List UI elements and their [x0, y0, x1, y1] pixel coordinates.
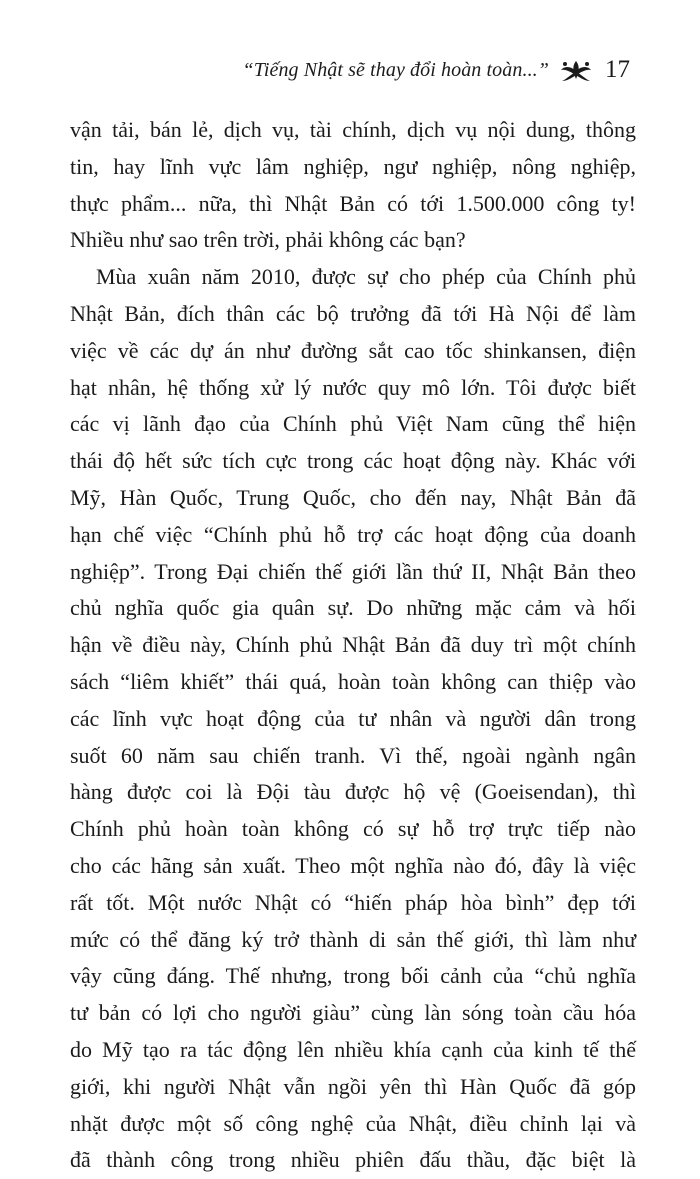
text-line: hạn chế việc “Chính phủ hỗ trợ các hoạt động của doanh: [70, 521, 636, 547]
page-number: 17: [605, 56, 630, 83]
text-line: mức có thể đăng ký trở thành di sản thế giới, thì làm như: [70, 926, 636, 952]
text-line: đã thành công trong nhiều phiên đấu thầu, đặc biệt là: [70, 1147, 636, 1173]
floral-ornament-icon: [559, 57, 593, 83]
running-title: “Tiếng Nhật sẽ thay đổi hoàn toàn...”: [242, 58, 549, 81]
text-line: chủ nghĩa quốc gia quân sự. Do những mặc cảm và hối: [70, 595, 636, 621]
text-line: tư bản có lợi cho người giàu” cùng làn sóng toàn cầu hóa: [70, 1000, 636, 1026]
text-line: tin, hay lĩnh vực lâm nghiệp, ngư nghiệp, nông nghiệp,: [70, 153, 636, 179]
text-line: suốt 60 năm sau chiến tranh. Vì thế, ngoài ngành ngân: [70, 742, 636, 768]
text-line: rất tốt. Một nước Nhật có “hiến pháp hòa bình” đẹp tới: [70, 889, 636, 915]
text-line: Mùa xuân năm 2010, được sự cho phép của Chính phủ: [96, 264, 636, 290]
running-header: [242, 52, 630, 88]
text-line: do Mỹ tạo ra tác động lên nhiều khía cạnh của kinh tế thế: [70, 1036, 636, 1062]
text-line: Mỹ, Hàn Quốc, Trung Quốc, cho đến nay, Nhật Bản đã: [70, 484, 636, 510]
text-line: Nhật Bản, đích thân các bộ trưởng đã tới Hà Nội để làm: [70, 300, 636, 326]
text-line: Chính phủ hoàn toàn không có sự hỗ trợ trực tiếp nào: [70, 816, 636, 842]
text-line: Nhiều như sao trên trời, phải không các bạn?: [70, 227, 466, 253]
text-line: các lĩnh vực hoạt động của tư nhân và người dân trong: [70, 705, 636, 731]
text-line: thực phẩm... nữa, thì Nhật Bản có tới 1.500.000 công ty!: [70, 190, 636, 216]
text-line: nghiệp”. Trong Đại chiến thế giới lần thứ II, Nhật Bản theo: [70, 558, 636, 584]
text-line: cho các hãng sản xuất. Theo một nghĩa nào đó, đây là việc: [70, 852, 636, 878]
text-line: vậy cũng đáng. Thế nhưng, trong bối cảnh của “chủ nghĩa: [70, 963, 636, 989]
text-line: sách “liêm khiết” thái quá, hoàn toàn không can thiệp vào: [70, 668, 636, 694]
body-text: [70, 112, 636, 1179]
paragraph-continued: [70, 112, 636, 259]
text-line: giới, khi người Nhật vẫn ngồi yên thì Hàn Quốc đã góp: [70, 1073, 636, 1099]
text-line: nhặt được một số công nghệ của Nhật, điều chỉnh lại và: [70, 1110, 636, 1136]
text-line: vận tải, bán lẻ, dịch vụ, tài chính, dịch vụ nội dung, thông: [70, 117, 636, 142]
paragraph: [70, 259, 636, 1179]
text-line: thái độ hết sức tích cực trong các hoạt động này. Khác với: [70, 448, 636, 474]
text-line: hạt nhân, hệ thống xử lý nước quy mô lớn. Tôi được biết: [70, 374, 636, 400]
text-line: hận về điều này, Chính phủ Nhật Bản đã duy trì một chính: [70, 632, 636, 658]
text-line: các vị lãnh đạo của Chính phủ Việt Nam cũng thể hiện: [70, 411, 636, 437]
text-line: việc về các dự án như đường sắt cao tốc shinkansen, điện: [70, 337, 636, 363]
text-line: hàng được coi là Đội tàu được hộ vệ (Goeisendan), thì: [70, 779, 636, 805]
